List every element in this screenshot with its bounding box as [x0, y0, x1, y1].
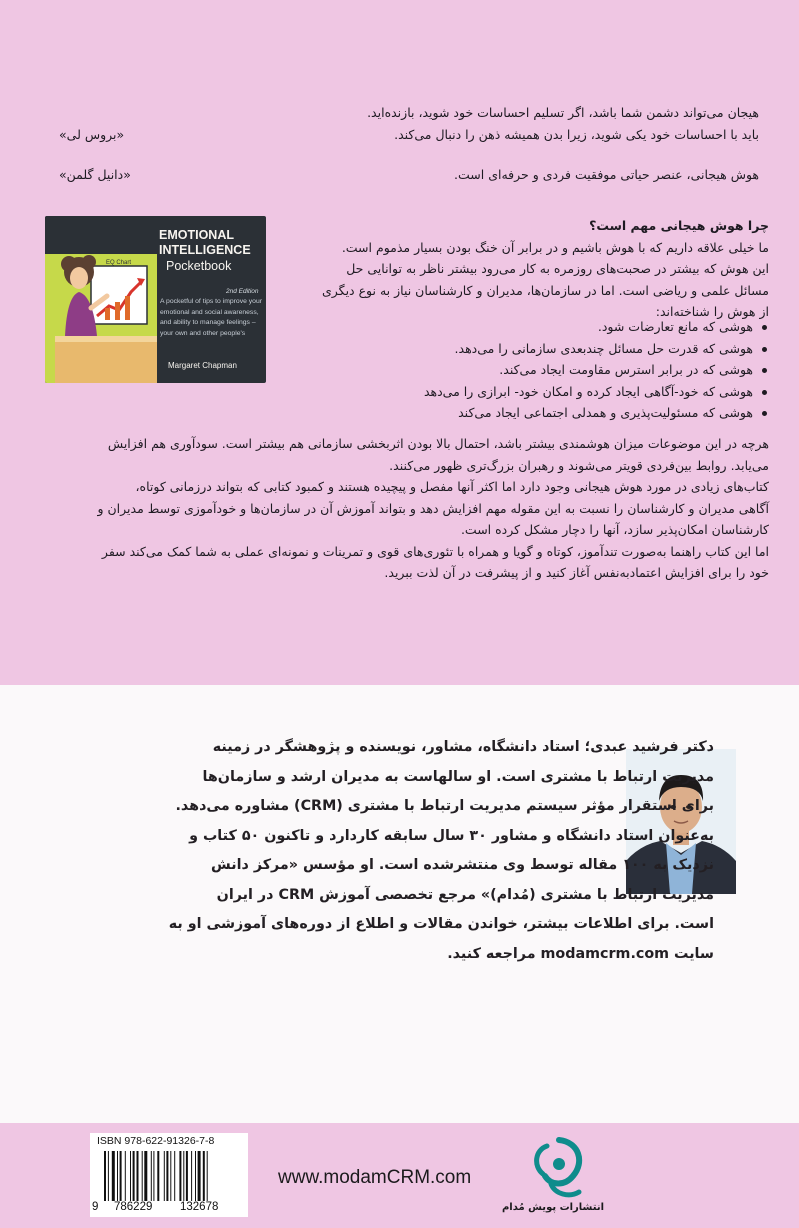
bio-line: مدیریت ارتباط با مشتری (مُدام)» مرجع تخصصی آموزش CRM در ایران — [216, 886, 714, 903]
list-item: هوشی که در برابر استرس مقاومت ایجاد می‌کند. — [309, 359, 769, 381]
intro-line: ما خیلی علاقه داریم که با هوش باشیم و در برابر آن خنگ بودن بسیار مذموم است. — [341, 239, 769, 255]
bio-line: به‌عنوان استاد دانشگاه و مشاور ۳۰ سال سابقه کاردارد و تاکنون ۵۰ کتاب و — [189, 827, 714, 844]
quote-source: «دانیل گلمن» — [59, 167, 131, 182]
publisher-name: انتشارات پویش مُدام — [501, 1202, 604, 1213]
paragraph-line: می‌یابد. روابط بین‌فردی قویتر می‌شوند و رهبران بزرگ‌تری ظهور می‌کنند. — [389, 457, 769, 473]
isbn-barcode: ISBN 978-622-91326-7-8 9 786229 132678 — [90, 1133, 248, 1217]
bio-line: نزدیک به ۱۰۰ مقاله توسط وی منتشرشده است. او مؤسس «مرکز دانش — [211, 857, 714, 873]
paragraph-line: خود را برای افزایش اعتماد‌به‌نفس آغاز کنید و از پیشرفت در آن لذت ببرید. — [384, 565, 769, 580]
paragraph-line: آگاهی مدیران و کارشناسان را نسبت به این مقوله مهم افزایش دهد و بتواند آموزش آن در سازمان‌ها و خودآموزی توسط مدیران و — [97, 500, 769, 516]
book-title: EMOTIONAL INTELLIGENCE — [159, 228, 251, 257]
intro-text — [309, 215, 769, 323]
bio-line: مدیریت ارتباط با مشتری است. او سالهاست به مدیران ارشد و سازمان‌ها — [202, 768, 714, 785]
bio-line: دکتر فرشید عبدی؛ استاد دانشگاه، مشاور، نویسنده و پژوهشگر در زمینه — [212, 739, 714, 755]
list-item: هوشی که خود-آگاهی ایجاد کرده و امکان خود- ابرازی را می‌دهد — [309, 381, 769, 403]
bio-line: سایت modamcrm.com مراجعه کنید. — [447, 945, 714, 962]
bio-line: برای استقرار مؤثر سیستم مدیریت ارتباط با مشتری (CRM) مشاوره می‌دهد. — [175, 798, 714, 814]
chart-label: EQ Chart — [106, 260, 132, 266]
barcode-bars-icon — [104, 1151, 238, 1201]
book-author: Margaret Chapman — [168, 361, 237, 370]
woman-with-chart-illustration — [45, 216, 157, 383]
bio-line: است. برای اطلاعات بیشتر، خواندن مقالات و اطلاع از دوره‌های آموزشی او به — [168, 916, 714, 932]
quote-source: «بروس لی» — [59, 127, 125, 142]
isbn-text: ISBN 978-622-91326-7-8 — [97, 1135, 215, 1147]
quote-line: باید با احساسات خود یکی شوید، زیرا بدن همیشه ذهن را دنبال می‌کند. «بروس لی» — [59, 124, 759, 146]
intro-line: این هوش که بیشتر در صحبت‌های روزمره به کار می‌رود بیشتر ناظر به توانایی حل — [346, 261, 769, 276]
paragraph-line: هرچه در این موضوعات میزان هوشمندی بیشتر باشد، احتمال بالا بودن اثربخشی سازمانی هم بیشتر است. سودآوری هم افزایش — [107, 436, 769, 451]
bullet-list — [309, 316, 769, 424]
website-url[interactable]: www.modamCRM.com — [278, 1167, 472, 1188]
paragraph-line: اما این کتاب راهنما به‌صورت تندآموز، کوتاه و گویا و همراه با تئوری‌های قوی و تمرینات و نمونه‌ای عملی به شما کمک می‌کند سفر — [101, 543, 769, 559]
intro-line: مسائل علمی و ریاضی است. اما در سازمان‌ها، مدیران و کارشناسان نیاز به نوع دیگری — [321, 282, 769, 298]
author-bio — [74, 733, 714, 969]
paragraph-line: کارشناسان امکان‌پذیر سازد، آنها را دچار مشکل کرده است. — [460, 522, 769, 537]
book-subtitle: Pocketbook — [166, 259, 232, 273]
intro-line: از هوش را شناخته‌اند: — [655, 304, 769, 319]
publisher-logo-icon — [529, 1136, 587, 1200]
list-item: هوشی که مانع تعارضات شود. — [309, 316, 769, 338]
quotes-block — [59, 102, 759, 186]
list-item: هوشی که قدرت حل مسائل چندبعدی سازمانی را می‌دهد. — [309, 338, 769, 360]
section-heading: چرا هوش هیجانی مهم است؟ — [589, 218, 769, 233]
quote-line: هوش هیجانی، عنصر حیاتی موفقیت فردی و حرفه‌ای است. «دانیل گلمن» — [59, 164, 759, 186]
body-paragraphs — [24, 433, 769, 584]
book-edition: 2nd Edition — [226, 288, 259, 295]
book-blurb: A pocketful of tips to improve your emotional and social awareness, and ability to manage feelings – your own and other people's — [160, 298, 263, 337]
quote-line: هیجان می‌تواند دشمن شما باشد، اگر تسلیم احساسات خود شوید، بازنده‌اید. — [367, 105, 759, 120]
paragraph-line: کتاب‌های زیادی در مورد هوش هیجانی وجود دارد اما اکثر آنها مفصل و پیچیده هستند و کمبود کتابی که بتواند درزمانی کوتاه، — [135, 479, 769, 494]
book-cover-image — [45, 216, 266, 383]
list-item: هوشی که مسئولیت‌پذیری و همدلی اجتماعی ایجاد می‌کند — [309, 402, 769, 424]
